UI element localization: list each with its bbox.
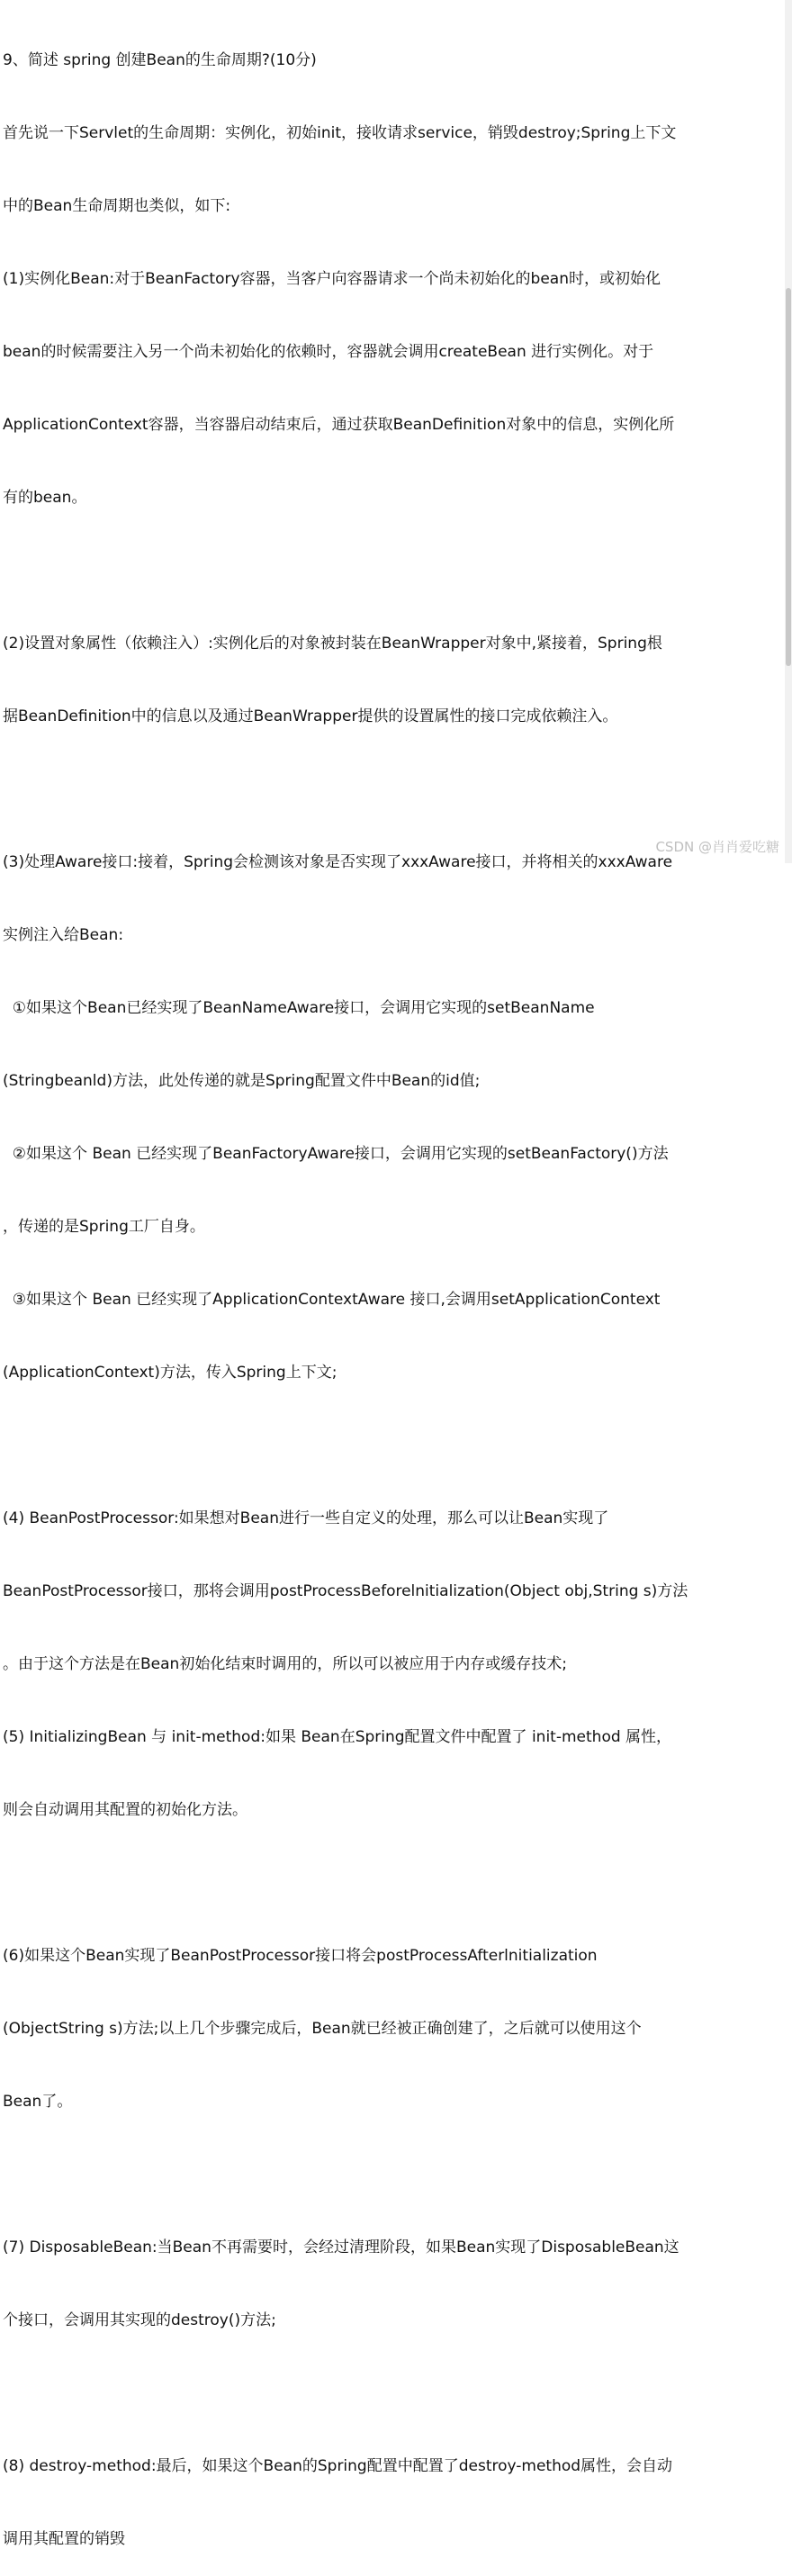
text-line: ②如果这个 Bean 已经实现了BeanFactoryAware接口，会调用它实现的setBeanFactory()方法 bbox=[3, 1145, 669, 1163]
scrollbar-thumb[interactable] bbox=[786, 288, 791, 666]
text-line: (4) BeanPostProcessor:如果想对Bean进行一些自定义的处理，那么可以让Bean实现了 bbox=[3, 1509, 609, 1527]
text-line: 据BeanDefinition中的信息以及通过BeanWrapper提供的设置属性的接口完成依赖注入。 bbox=[3, 707, 618, 725]
blank-line bbox=[3, 559, 777, 583]
text-line: (6)如果这个Bean实现了BeanPostProcessor接口将会postProcessAfterlnitialization bbox=[3, 1947, 598, 1965]
blank-line bbox=[3, 778, 777, 802]
text-line: 首先说一下Servlet的生命周期：实例化，初始init，接收请求service，销毁destroy;Spring上下文 bbox=[3, 124, 677, 142]
text-line: (Stringbeanld)方法，此处传递的就是Spring配置文件中Bean的id值; bbox=[3, 1072, 481, 1090]
text-line: (8) destroy-method:最后，如果这个Bean的Spring配置中配置了destroy-method属性，会自动 bbox=[3, 2457, 673, 2475]
text-line: (1)实例化Bean:对于BeanFactory容器，当客户向容器请求一个尚未初始化的bean时，或初始化 bbox=[3, 270, 661, 288]
blank-line bbox=[3, 2382, 777, 2406]
article-body bbox=[3, 0, 777, 2576]
blank-line bbox=[3, 2163, 777, 2187]
text-line: 个接口，会调用其实现的destroy()方法; bbox=[3, 2311, 276, 2329]
text-line: 有的bean。 bbox=[3, 489, 87, 507]
scrollbar-track[interactable] bbox=[785, 0, 792, 863]
text-line: ，传递的是Spring工厂自身。 bbox=[3, 1218, 205, 1236]
text-line: (7) DisposableBean:当Bean不再需要时，会经过清理阶段，如果Bean实现了DisposableBean这 bbox=[3, 2238, 680, 2256]
watermark: CSDN @肖肖爱吃糖 bbox=[655, 839, 779, 855]
text-line: 中的Bean生命周期也类似，如下: bbox=[3, 197, 231, 215]
text-line: (ApplicationContext)方法，传入Spring上下文; bbox=[3, 1364, 338, 1382]
text-line: 实例注入给Bean: bbox=[3, 926, 124, 944]
blank-line bbox=[3, 1434, 777, 1458]
question-title: 9、简述 spring 创建Bean的生命周期?(10分) bbox=[3, 51, 317, 69]
text-line: BeanPostProcessor接口，那将会调用postProcessBeforelnitialization(Object obj,String s)方法 bbox=[3, 1582, 688, 1600]
text-line: ApplicationContext容器，当容器启动结束后，通过获取BeanDefinition对象中的信息，实例化所 bbox=[3, 416, 675, 434]
text-line: (5) InitializingBean 与 init-method:如果 Bean在Spring配置文件中配置了 init-method 属性， bbox=[3, 1728, 672, 1746]
text-line: (2)设置对象属性（依赖注入）:实例化后的对象被封装在BeanWrapper对象中,紧接着，Spring根 bbox=[3, 635, 662, 653]
text-line: Bean了。 bbox=[3, 2093, 73, 2111]
text-line: ①如果这个Bean已经实现了BeanNameAware接口，会调用它实现的setBeanName bbox=[3, 999, 595, 1017]
text-line: 则会自动调用其配置的初始化方法。 bbox=[3, 1801, 248, 1819]
blank-line bbox=[3, 1871, 777, 1896]
text-line: (ObjectString s)方法;以上几个步骤完成后，Bean就已经被正确创建了，之后就可以使用这个 bbox=[3, 2020, 642, 2038]
text-line: 。由于这个方法是在Bean初始化结束时调用的，所以可以被应用于内存或缓存技术; bbox=[3, 1655, 568, 1673]
text-line: (3)处理Aware接口:接着，Spring会检测该对象是否实现了xxxAware接口，并将相关的xxxAware bbox=[3, 853, 673, 871]
text-line: ③如果这个 Bean 已经实现了ApplicationContextAware 接口,会调用setApplicationContext bbox=[3, 1291, 661, 1309]
text-line: bean的时候需要注入另一个尚未初始化的依赖时，容器就会调用createBean 进行实例化。对于 bbox=[3, 343, 654, 361]
text-line: 调用其配置的销毁 bbox=[3, 2530, 125, 2548]
